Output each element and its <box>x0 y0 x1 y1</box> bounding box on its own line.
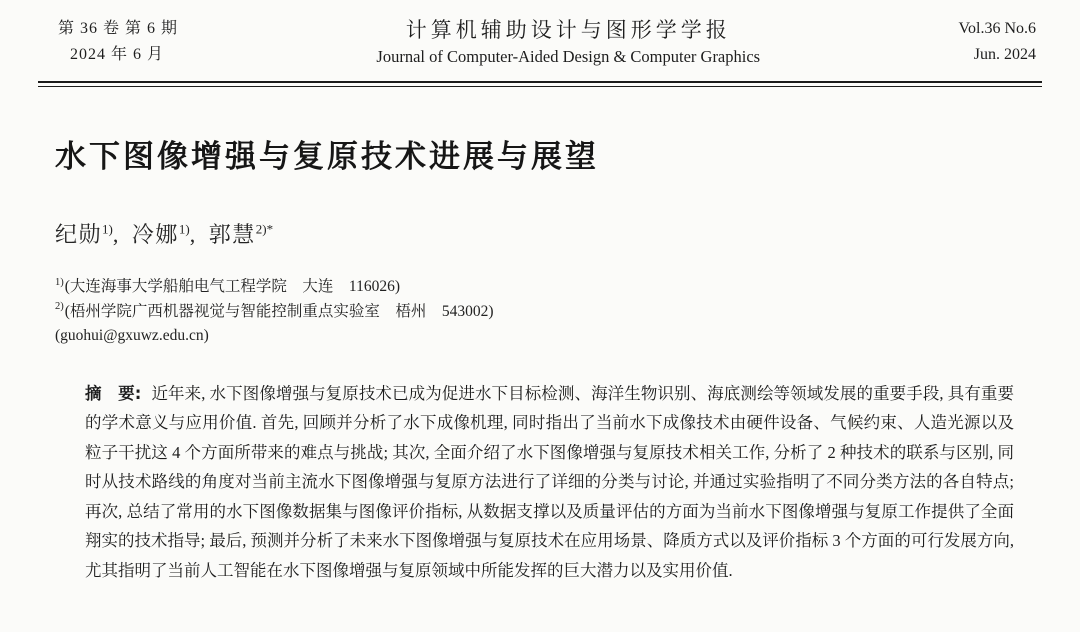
affiliation-line <box>55 300 1080 325</box>
author-name: 郭慧 <box>208 222 256 247</box>
journal-title-en: Journal of Computer-Aided Design & Computer Graphics <box>376 47 761 66</box>
affiliation-block <box>55 275 1080 349</box>
issue-info-block <box>58 16 178 68</box>
header-divider <box>38 81 1042 87</box>
paper-title: 水下图像增强与复原技术进展与展望 <box>55 139 599 175</box>
affiliation-text: (大连海事大学船舶电气工程学院 大连 116026) <box>64 278 400 295</box>
issue-date-cn: 2024 年 6 月 <box>70 46 165 63</box>
affiliation-mark: 2) <box>55 301 64 313</box>
abstract-text: 近年来, 水下图像增强与复原技术已成为促进水下目标检测、海洋生物识别、海底测绘等领域发展的重要手段, 具有重要的学术意义与应用价值. 首先, 回顾并分析了水下成像机理, 同时指出了当前水下成像技术由硬件设备、气候约束、人造光源以及粒子干扰这 4 个方面所带来的难点与挑战; 其次, 全面介绍了水下图像增强与复原技术相关工作, 分析了 2 种技术的联系与区别, 同时从技术路线的角度对当前主流水下图像增强与复原方法进行了详细的分类与讨论, 并通过实验指明了不同分类方法的各自特点; 再次, 总结了常用的水下图像数据集与图像评价指标, 从数据支撑以及质量评估的方面为当前水下图像增强与复原工作提供了全面翔实的技术指导; 最后, 预测并分析了未来水下图像增强与复原技术在应用场景、降质方式以及评价指标 3 个方面的可行发展方向, 尤其指明了当前人工智能在水下图像增强与复原领域中所能发挥的巨大潜力以及实用价值. <box>85 383 1015 580</box>
volume-info-block <box>959 16 1037 68</box>
author-separator: , <box>112 222 124 247</box>
author-line <box>55 218 1080 249</box>
issue-date-en: Jun. 2024 <box>973 46 1036 63</box>
corresponding-email: (guohui@gxuwz.edu.cn) <box>55 327 209 344</box>
abstract-paragraph <box>85 379 1014 586</box>
author-affiliation-mark: 1) <box>102 221 113 237</box>
affiliation-line <box>55 275 1080 300</box>
author-affiliation-mark: 1) <box>178 221 190 237</box>
author-name: 纪勋 <box>55 222 103 247</box>
journal-title-block <box>178 16 958 69</box>
author-name: 冷娜 <box>131 222 179 247</box>
issue-volume-cn: 第 36 卷 第 6 期 <box>58 20 179 37</box>
volume-number-en: Vol.36 No.6 <box>958 20 1036 37</box>
journal-title-cn: 计算机辅助设计与图形学学报 <box>405 18 731 42</box>
author-affiliation-mark: 2)* <box>255 221 274 237</box>
affiliation-mark: 1) <box>55 276 64 288</box>
journal-header <box>0 0 1080 69</box>
author-separator: , <box>189 222 201 247</box>
abstract-label: 摘 要: <box>85 383 142 403</box>
affiliation-text: (梧州学院广西机器视觉与智能控制重点实验室 梧州 543002) <box>64 302 494 320</box>
